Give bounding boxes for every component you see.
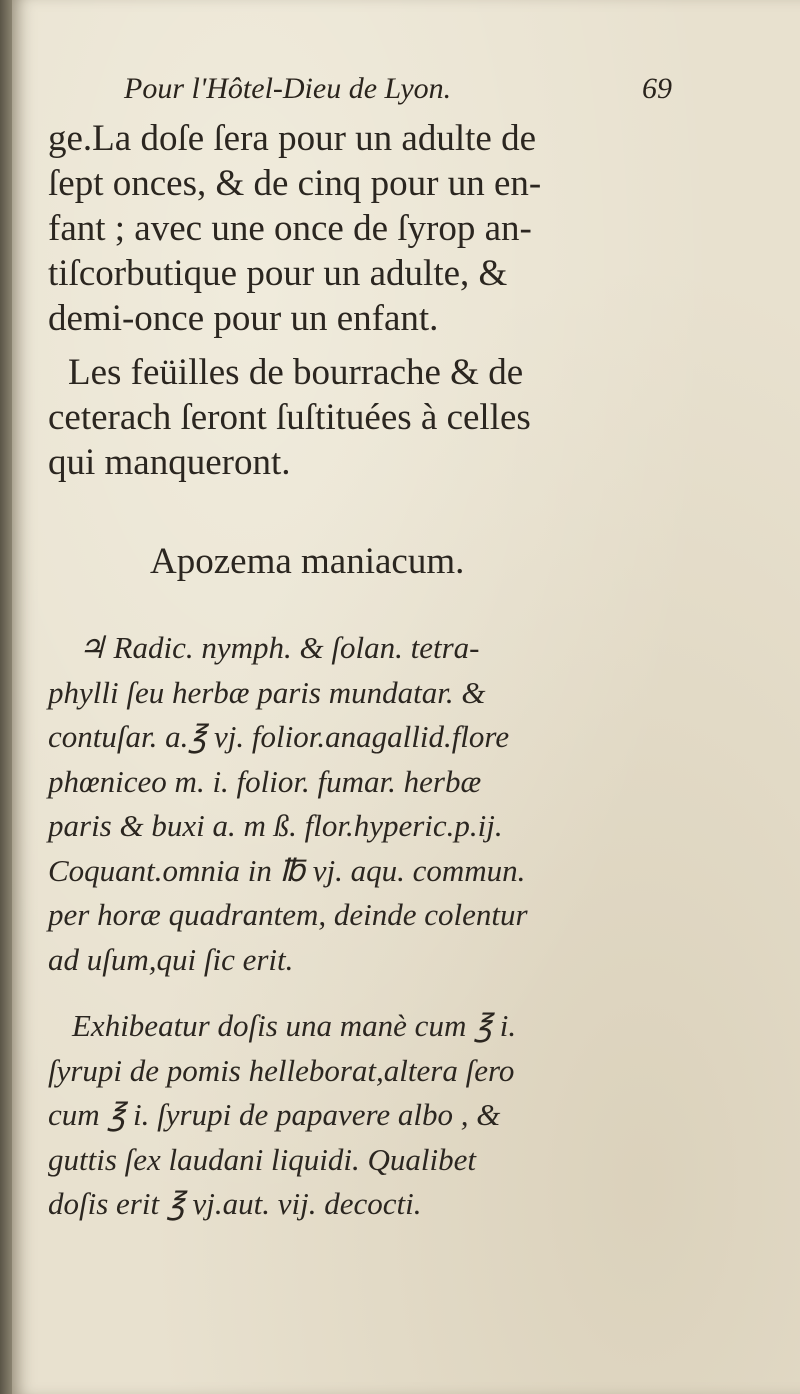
text-line: ge.La doſe ſera pour un adulte de bbox=[48, 118, 536, 159]
page-edge bbox=[0, 0, 12, 1394]
text-line: ſyrupi de pomis helleborat,altera ſero bbox=[48, 1052, 515, 1088]
section-heading: Apozema maniacum. bbox=[150, 541, 465, 582]
text-line: tiſcorbutique pour un adulte, & bbox=[48, 253, 508, 294]
paragraph-substitution bbox=[48, 350, 668, 485]
text-line: ad uſum,qui ſic erit. bbox=[48, 941, 294, 977]
book-page bbox=[12, 0, 800, 1394]
text-line: ceterach ſeront ſuſtituées à celles bbox=[48, 397, 531, 438]
text-line: paris & buxi a. m ß. flor.hyperic.p.ij. bbox=[48, 808, 503, 843]
running-title: Pour l'Hôtel-Dieu de Lyon. bbox=[124, 72, 452, 105]
text-line: phœniceo m. i. folior. fumar. herbæ bbox=[48, 763, 482, 799]
text-line: qui manqueront. bbox=[48, 442, 291, 483]
text-line: guttis ſex laudani liquidi. Qualibet bbox=[48, 1141, 476, 1177]
text-line: Exhibeatur doſis una manè cum ℥ i. bbox=[72, 1008, 517, 1043]
recipe-block bbox=[48, 626, 668, 982]
page-number: 69 bbox=[642, 72, 672, 105]
text-line: cum ℥ i. ſyrupi de papavere albo , & bbox=[48, 1097, 501, 1132]
text-line: ſept onces, & de cinq pour un en- bbox=[48, 163, 542, 204]
text-line: doſis erit ℥ vj.aut. vij. decocti. bbox=[48, 1186, 422, 1221]
text-line: fant ; avec une once de ſyrop an- bbox=[48, 208, 532, 249]
text-line: ♃ Radic. nymph. & ſolan. tetra- bbox=[78, 630, 480, 665]
text-line: phylli ſeu herbæ paris mundatar. & bbox=[48, 674, 486, 710]
text-line: demi-once pour un enfant. bbox=[48, 298, 439, 339]
text-line: Coquant.omnia in ℔ vj. aqu. commun. bbox=[48, 852, 526, 888]
text-line: per horæ quadrantem, deinde colentur bbox=[48, 897, 528, 932]
running-header bbox=[124, 72, 672, 112]
text-line: contuſar. a.℥ vj. folior.anagallid.flore bbox=[48, 719, 510, 754]
text-line: Les feüilles de bourrache & de bbox=[68, 352, 524, 393]
dosage-block bbox=[48, 1004, 668, 1227]
paragraph-dosage-intro bbox=[48, 116, 668, 341]
